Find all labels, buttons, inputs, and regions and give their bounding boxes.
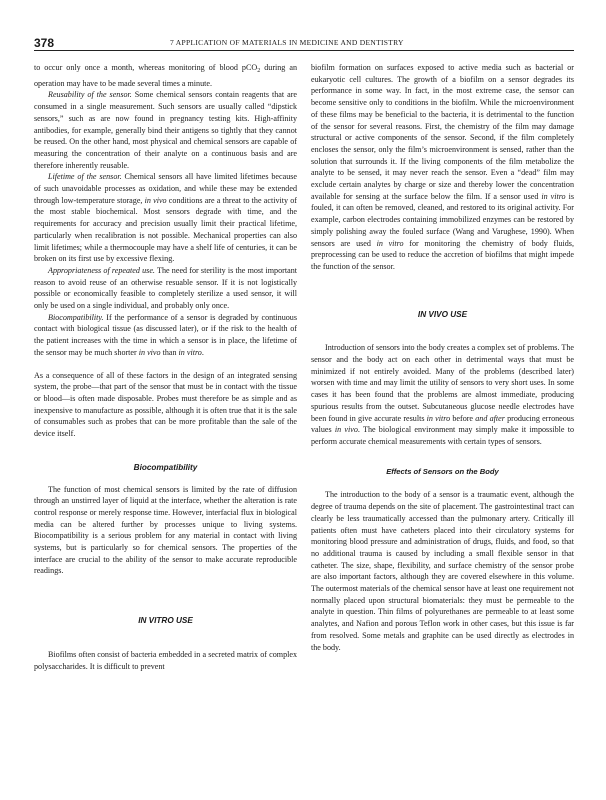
paragraph: The function of most chemical sensors is limited by the rate of diffusion through an unstirred layer of liquid at the interface, whether the alteration is rate control response or merely response time. However, interfacial flux in biological media can be altered further by processes unique to living systems. Biocompatibility is a serious problem for any material in contact with living systems, but is particularly so for chemical sensors. The properties of the interface are crucial to the ability of the sensor to make accurate reproducible readings.	[34, 484, 297, 576]
running-title: 7 APPLICATION OF MATERIALS IN MEDICINE AND DENTISTRY	[170, 38, 404, 47]
left-column	[34, 62, 297, 782]
section-heading-biocompatibility: Biocompatibility	[133, 462, 198, 472]
paragraph: Lifetime of the sensor. Chemical sensors all have limited lifetimes because of such unavoidable processes as oxidation, and while these may be extended through low-temperature storage, in vivo conditions are a threat to the activity of the most stable biochemical. Most sensors degrade with time, and the requirements for accuracy and precision usually limit their practical lifetime, particularly when recalibration is not possible. Mechanical properties can also limit lifetimes; while a thermocouple may have a shelf life of centuries, it can be broken on its first use by excessive flexing.	[34, 172, 297, 264]
page-number: 378	[34, 36, 55, 50]
paragraph: Biocompatibility. If the performance of a sensor is degraded by continuous contact with biological tissue (as discussed later), or if the risk to the health of the patient increases with the time in which a sensor is in place, the lifetime of the sensor may be much shorter in vivo than in vitro.	[34, 312, 297, 357]
paragraph: The introduction to the body of a sensor is a traumatic event, although the degree of trauma depends on the site of placement. The gastrointestinal tract can clearly be less traumatically accessed than the pulmonary artery. Critically ill patients often must have catheters placed into their circulatory systems for monitoring blood pressure and administration of drugs, fluids, and food, so that no additional trauma is caused by including a small flexible sensor in that catheter. The size, shape, flexibility, and surface chemistry of the sensor probe are also important factors, although they are covered elsewhere in this volume. The outermost materials of the chemical sensor have at least one requirement not normally placed upon structural biomaterials: they must be permeable to the analyte in question. Thin films of polyurethanes are permeable to at least some analytes, and Nafion and porous Teflon work in other cases, but this issue is far from resolved. Some metals and graphite can be used directly as electrodes in the body.	[311, 490, 574, 652]
header-rule	[34, 50, 574, 51]
paragraph: to occur only once a month, whereas monitoring of blood pCO$_2$ during an operation may have to be made several times a minute.	[34, 63, 297, 88]
section-heading-in-vitro: IN VITRO USE	[138, 616, 193, 626]
paragraph: Biofilms often consist of bacteria embedded in a secreted matrix of complex polysaccharides. It is difficult to prevent	[34, 649, 297, 671]
page-header	[34, 36, 574, 50]
paragraph: Reusability of the sensor. Some chemical sensors contain reagents that are consumed in a single measurement. Such sensors are usually called “dipstick sensors,” such as are now found in pregnancy testing kits. High-affinity antibodies, for example, generally bind their antigens so tightly that they cannot be reused. On the other hand, most physical and chemical sensors are capable of measuring the concentration of their analyte on a continuous basis and are therefore inherently reusable.	[34, 90, 297, 170]
section-heading-in-vivo: IN VIVO USE	[417, 309, 468, 319]
right-column	[311, 62, 574, 782]
paragraph: biofilm formation on surfaces exposed to active media such as bacterial or eukaryotic cell cultures. The growth of a biofilm on a sensor degrades its performance in some way. In fact, in the most extreme case, the sensor can become sensitive only to conditions in the biofilm. While the microenvironment of these films may be beneficial to the bacteria, it is detrimental to the function of the sensor for several reasons. First, the chemistry of the film may damage structural or active components of the sensor. Second, if the film completely encloses the sensor, only the film’s microenvironment is sensed, rather than the solution that surrounds it. If the living components of the film metabolize the analyte to be sensed, it may never reach the sensor. Even a “dead” film may exclude certain analytes by charge or size and thereby lower the concentration available for sensing at the surface below the film. If a sensor used in vitro is fouled, it can often be removed, cleaned, and restored to its original activity. For example, carbon electrodes containing immobilized enzymes can be restored by simply polishing away the fouled surface (Wang and Varughese, 1990). When sensors are used in vitro for monitoring the chemistry of body fluids, preprocessing can be used to reduce the accretion of biofilms that might impede the function of the sensor.	[311, 63, 574, 271]
subsection-heading-effects: Effects of Sensors on the Body	[386, 466, 499, 476]
paragraph: Appropriateness of repeated use. The need for sterility is the most important reason to avoid reuse of an otherwise resuable sensor. If it is not logistically possible or economically feasible to completely sterilize a used sensor, it will only be used on a single individual, and probably only once.	[34, 265, 297, 311]
paragraph: Introduction of sensors into the body creates a complex set of problems. The sensor and the body act on each other in detrimental ways that must be minimized if not entirely avoided. Many of the problems (described later) worsen with time and may limit the utility of sensors to very short uses. In some cases it has been found that the problems are almost immediate, producing spurious results from the outset. Subcutaneous glucose needle electrodes have been found in give accurate results in vitro before and after producing erroneous values in vivo. The biological environment may simply make it impossible to perform accurate chemical measurements with certain types of sensors.	[311, 343, 575, 446]
paragraph: As a consequence of all of these factors in the design of an integrated sensing system, the probe—that part of the sensor that must be in contact with the tissue or blood—is often made disposable. Probes must therefore be as simple and as inexpensive to manufacture as possible, although it is often true that it is the sale of consumables such as probes that can be more profitable than the sale of the device itself.	[34, 370, 297, 439]
